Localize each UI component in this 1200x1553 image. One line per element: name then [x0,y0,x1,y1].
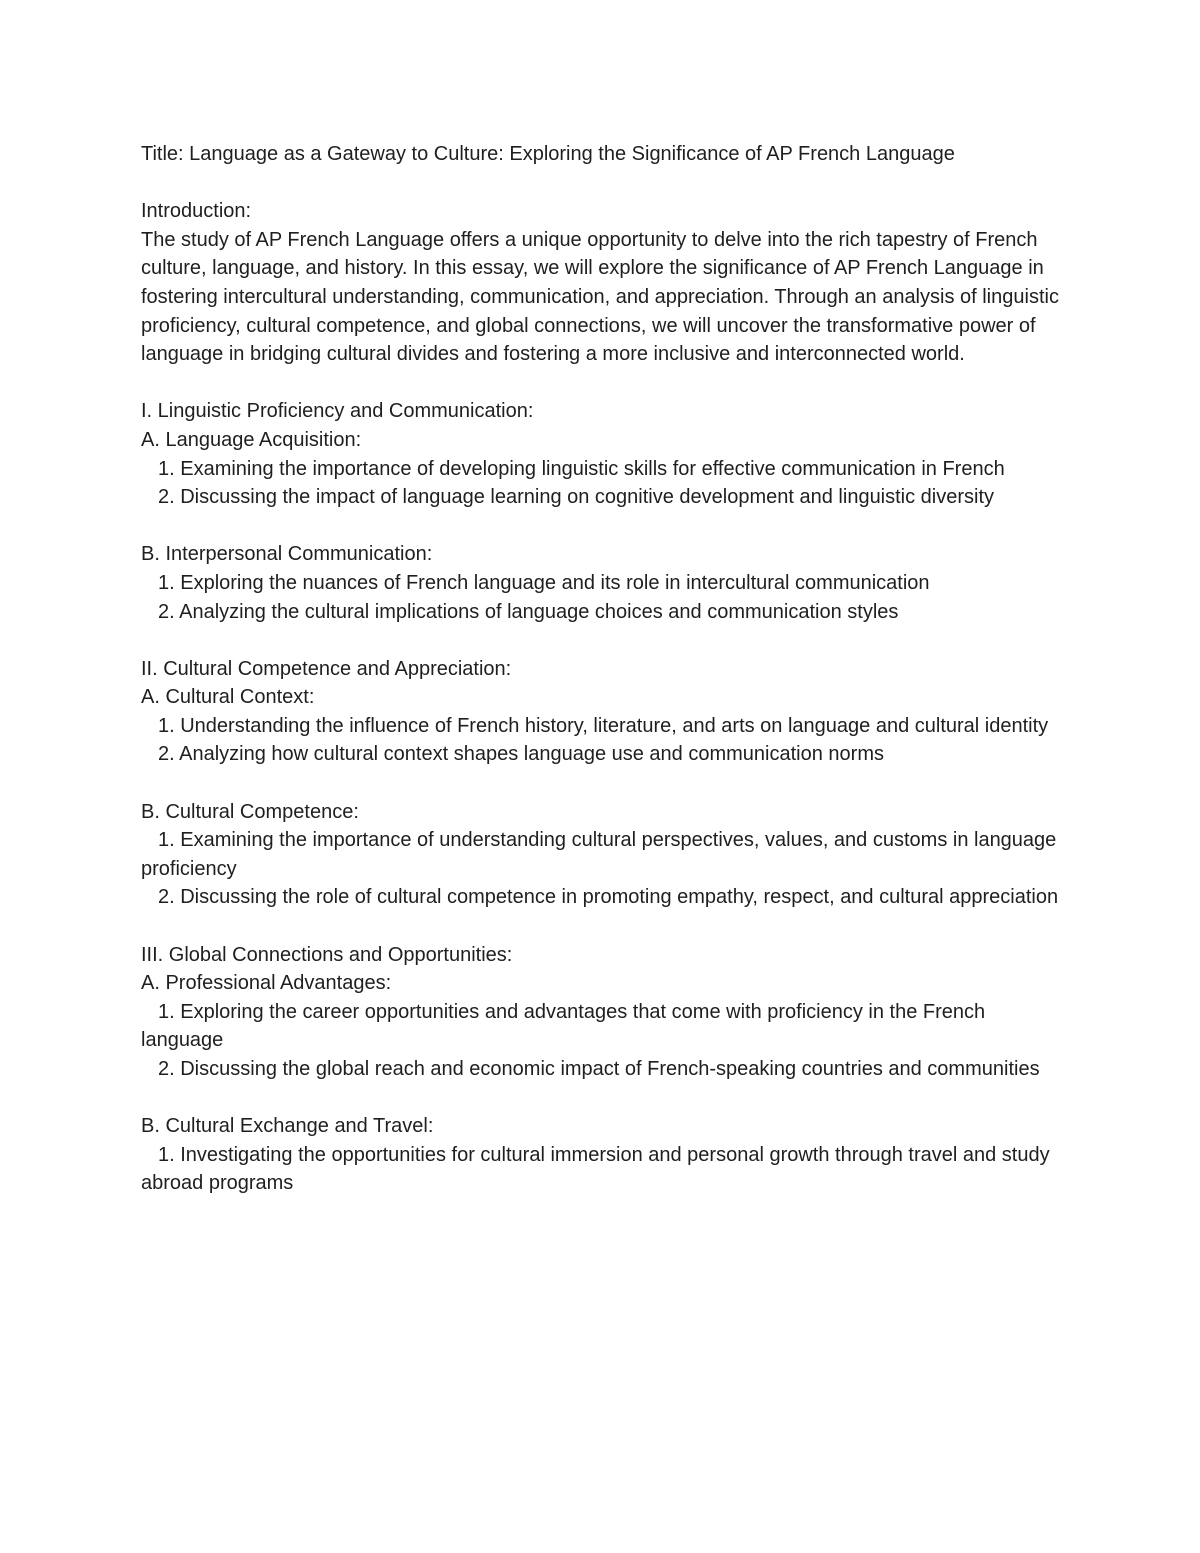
subsection-heading: A. Cultural Context: [141,686,315,709]
outline-item: 2. Discussing the role of cultural competence in promoting empathy, respect, and cultural appreciation [158,886,1059,909]
spacer [141,169,1061,198]
outline-item: 1. Investigating the opportunities for cultural immersion and personal growth through travel and study abroad programs [141,1143,1050,1195]
spacer [141,369,1061,398]
outline-item: 1. Examining the importance of understanding cultural perspectives, values, and customs in language proficiency [141,829,1057,880]
intro-paragraph: The study of AP French Language offers a unique opportunity to delve into the rich tapestry of French culture, language, and history. In this essay, we will explore the significance of AP French Language in fostering intercultural understanding, communication, and appreciation. Through an analysis of linguistic proficiency, cultural competence, and global connections, we will uncover the transformative power of language in bridging cultural divides and fostering a more inclusive and interconnected world. [141,228,1059,366]
intro-heading: Introduction: [141,200,252,223]
spacer [141,512,1061,541]
document-title: Title: Language as a Gateway to Culture: Exploring the Significance of AP French Language [141,143,955,165]
outline-item: 2. Analyzing how cultural context shapes language use and communication norms [158,743,884,766]
subsection-heading: B. Cultural Competence: [141,800,359,823]
spacer [141,769,1061,798]
section-heading: III. Global Connections and Opportunities: [141,943,513,966]
section-heading: II. Cultural Competence and Appreciation: [141,657,512,680]
outline-item: 1. Examining the importance of developing linguistic skills for effective communication in French [158,457,1005,480]
spacer [141,912,1061,941]
spacer [141,626,1061,655]
outline-item: 1. Exploring the career opportunities and advantages that come with proficiency in the French language [141,1000,986,1052]
subsection-heading: B. Interpersonal Communication: [141,543,433,566]
outline-item: 1. Understanding the influence of French history, literature, and arts on language and cultural identity [158,714,1049,737]
outline-item: 2. Analyzing the cultural implications of language choices and communication styles [158,600,899,623]
outline-item: 2. Discussing the impact of language learning on cognitive development and linguistic diversity [158,486,995,509]
section-heading: I. Linguistic Proficiency and Communication: [141,400,534,423]
outline-item: 2. Discussing the global reach and economic impact of French-speaking countries and communities [158,1058,1040,1080]
subsection-heading: B. Cultural Exchange and Travel: [141,1115,434,1138]
subsection-heading: A. Professional Advantages: [141,972,392,995]
document-body [141,140,1061,1198]
spacer [141,1084,1061,1113]
subsection-heading: A. Language Acquisition: [141,428,362,451]
outline-item: 1. Exploring the nuances of French language and its role in intercultural communication [158,571,930,594]
